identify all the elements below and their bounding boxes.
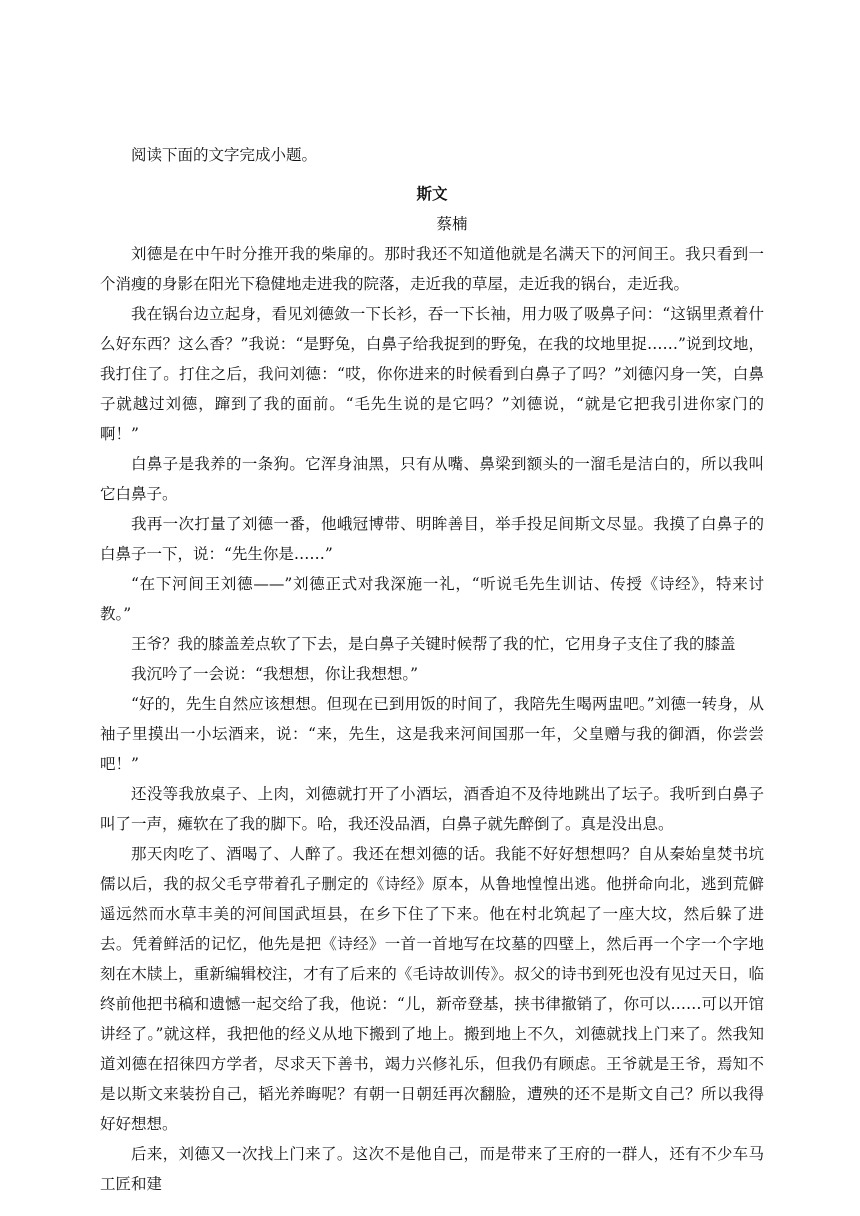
article: [100, 140, 764, 1199]
article-author: 蔡楠: [436, 215, 468, 233]
paragraph: 王爷？我的膝盖差点软了下去，是白鼻子关键时候帮了我的忙，它用身子支住了我的膝盖: [131, 635, 736, 653]
article-title: 斯文: [416, 184, 448, 203]
paragraph: 白鼻子是我养的一条狗。它浑身油黑，只有从嘴、鼻梁到额头的一溜毛是洁白的，所以我叫它白鼻子。: [100, 455, 764, 503]
paragraph: 还没等我放桌子、上肉，刘德就打开了小酒坛，酒香迫不及待地跳出了坛子。我听到白鼻子叫了一声，瘫软在了我的脚下。哈，我还没品酒，白鼻子就先醉倒了。真是没出息。: [100, 785, 764, 833]
paragraph: 后来，刘德又一次找上门来了。这次不是他自己，而是带来了王府的一群人，还有不少车马工匠和建: [100, 1145, 764, 1193]
paragraph: “好的，先生自然应该想想。但现在已到用饭的时间了，我陪先生喝两盅吧。”刘德一转身，从袖子里摸出一小坛酒来，说：“来，先生，这是我来河间国那一年，父皇赠与我的御酒，你尝尝吧！”: [100, 695, 764, 773]
paragraph: 我再一次打量了刘德一番，他峨冠博带、明眸善目，举手投足间斯文尽显。我摸了白鼻子的白鼻子一下，说：“先生你是……”: [100, 515, 764, 563]
paragraph: 我沉吟了一会说：“我想想，你让我想想。”: [131, 665, 419, 683]
paragraph: 我在锅台边立起身，看见刘德敛一下长衫，吞一下长袖，用力吸了吸鼻子问：“这锅里煮着什么好东西？这么香？”我说：“是野兔，白鼻子给我捉到的野兔，在我的坟地里捉……”说到坟地，我打住了。打住之后，我问刘德：“哎，你你进来的时候看到白鼻子了吗？”刘德闪身一笑，白鼻子就越过刘德，蹿到了我的面前。“毛先生说的是它吗？”刘德说，“就是它把我引进你家门的啊！”: [100, 305, 764, 443]
instruction-text: 阅读下面的文字完成小题。: [131, 146, 318, 164]
paragraph: “在下河间王刘德——”刘德正式对我深施一礼，“听说毛先生训诂、传授《诗经》，特来讨教。”: [100, 575, 764, 623]
paragraph: 那天肉吃了、酒喝了、人醉了。我还在想刘德的话。我能不好好想想吗？自从秦始皇焚书坑儒以后，我的叔父毛亨带着孔子删定的《诗经》原本，从鲁地惶惶出逃。他拼命向北，逃到荒僻遥远然而水草丰美的河间国武垣县，在乡下住了下来。他在村北筑起了一座大坟，然后躲了进去。凭着鲜活的记忆，他先是把《诗经》一首一首地写在坟墓的四壁上，然后再一个字一个字地刻在木牍上，重新编辑校注，才有了后来的《毛诗故训传》。叔父的诗书到死也没有见过天日，临终前他把书稿和遗憾一起交给了我，他说：“儿，新帝登基，挟书律撤销了，你可以……可以开馆讲经了。”就这样，我把他的经义从地下搬到了地上。搬到地上不久，刘德就找上门来了。然我知道刘德在招徕四方学者，尽求天下善书，竭力兴修礼乐，但我仍有顾虑。王爷就是王爷，焉知不是以斯文来装扮自己，韬光养晦呢？有朝一日朝廷再次翻脸，遭殃的还不是斯文自己？所以我得好好想想。: [100, 845, 764, 1133]
paragraph: 刘德是在中午时分推开我的柴扉的。那时我还不知道他就是名满天下的河间王。我只看到一个消瘦的身影在阳光下稳健地走进我的院落，走近我的草屋，走近我的锅台，走近我。: [100, 245, 764, 293]
